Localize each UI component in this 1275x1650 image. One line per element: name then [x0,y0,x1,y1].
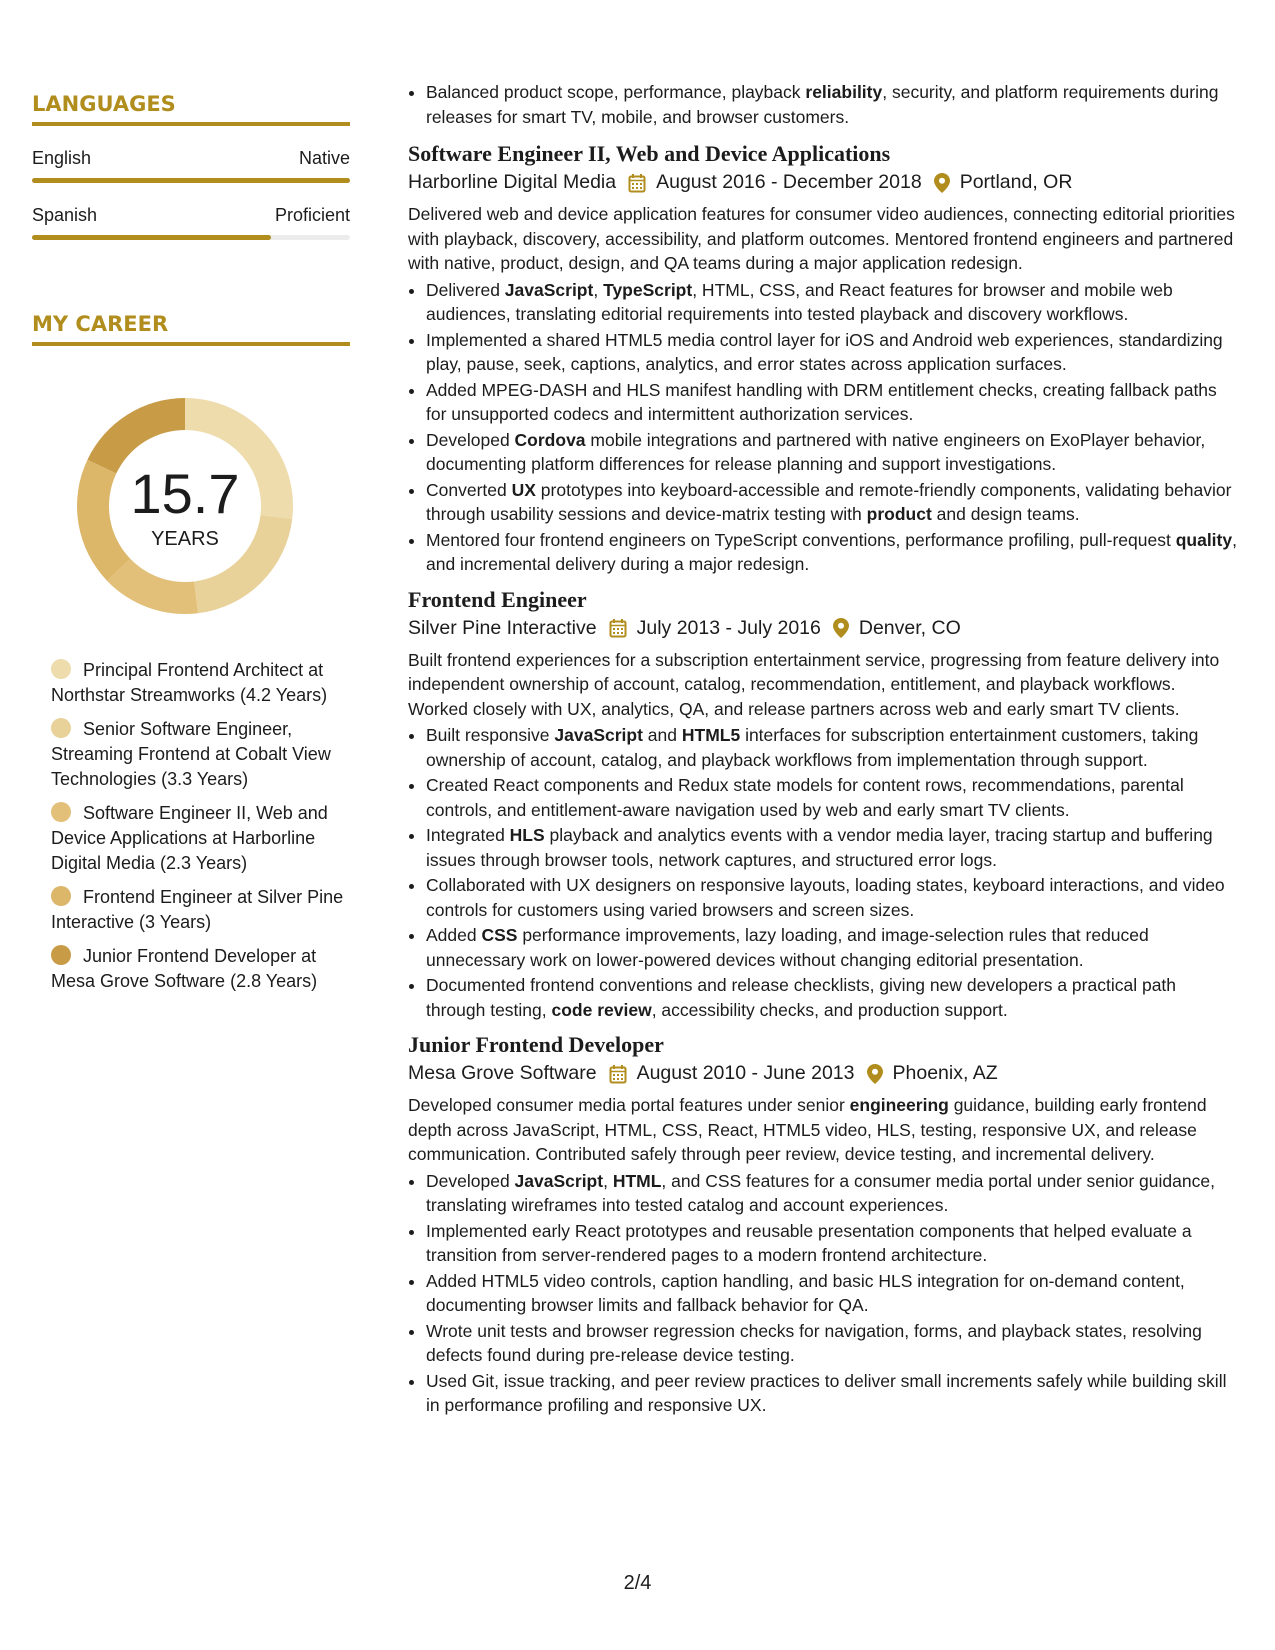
text-run: Added [426,925,482,945]
bullet-item [426,973,1240,1022]
legend-label: Senior Software Engineer, Streaming Frontend at Cobalt View Technologies (3.3 Years) [51,719,331,789]
job-entry [408,587,1240,1023]
job-list [408,141,1240,1418]
job-location: Phoenix, AZ [892,1062,998,1084]
text-run: Mentored four frontend engineers on TypeScript conventions, performance profiling, pull-request [426,529,1176,550]
legend-label: Junior Frontend Developer at Mesa Grove Software (2.8 Years) [51,946,318,991]
job-location: Denver, CO [858,616,961,639]
job-title: Frontend Engineer [408,586,587,612]
text-run: , [593,279,604,300]
bold-keyword: HTML [612,1170,662,1191]
language-name: English [32,148,92,168]
career-legend [51,658,350,994]
text-run: Balanced product scope, performance, playback [426,82,806,102]
job-bullets [408,1169,1240,1418]
job-bullets [408,723,1240,1022]
job-title: Software Engineer II, Web and Device Applications [408,141,891,166]
career-donut-center [69,390,301,622]
bold-keyword: JavaScript [514,1170,604,1191]
continued-bullets [408,80,1240,129]
text-run: Implemented a shared HTML5 media control layer for iOS and Android web experiences, standardizing play, pause, seek, captions, analytics, and error states across application surfaces. [426,329,1223,374]
text-run: performance improvements, lazy loading, and image-selection rules that reduced unnecessary work on lower-powered devices without changing editorial presentation. [426,925,1149,970]
text-run: , and CSS features for a consumer media portal under senior guidance, translating wireframes into tested catalog and account experiences. [426,1170,1215,1215]
text-run: Used Git, issue tracking, and peer review practices to deliver small increments safely while building skill in performance profiling and responsive UX. [426,1370,1227,1415]
language-item [32,205,350,240]
bullet-item [426,1219,1240,1268]
text-run: Developed [426,1170,515,1191]
text-run: guidance, building early frontend depth across JavaScript, HTML, CSS, React, HTML5 video, HLS, testing, responsive UX, and release communication. Contributed safely through peer review, device testing, and incremental delivery. [408,1095,1207,1164]
language-proficiency-fill [32,178,350,183]
language-proficiency-bar [32,178,350,183]
text-run: Converted [426,479,512,500]
legend-swatch [51,802,71,822]
bold-keyword: JavaScript [504,279,594,300]
bullet-item [426,1269,1240,1318]
bullet-item [426,823,1240,872]
text-run: Integrated [426,825,510,845]
map-pin-icon [833,618,849,638]
job-bullets [408,278,1240,577]
text-run: Documented frontend conventions and release checklists, giving new developers a practical path through testing, [426,975,1177,1020]
text-run: Built responsive [426,725,555,745]
calendar-icon [609,618,627,638]
bullet-item [426,328,1240,377]
bold-keyword: product [866,504,932,524]
text-run: and [642,725,682,745]
job-location: Portland, OR [959,171,1073,193]
career-legend-item [51,944,350,994]
bullet-item [426,773,1240,822]
language-row [32,205,350,226]
bold-keyword: Cordova [514,429,586,450]
text-run: Added MPEG-DASH and HLS manifest handling with DRM entitlement checks, creating fallback paths for unsupported codecs and intermittent authorization services. [426,379,1217,424]
text-run: Developed consumer media portal features under senior [408,1095,850,1115]
career-legend-item [51,885,350,935]
bullet-item [426,80,1240,129]
map-pin-icon [934,173,950,193]
bullet-item [426,278,1240,327]
bullet-item [426,923,1240,972]
bullet-item [426,1319,1240,1368]
job-title: Junior Frontend Developer [408,1032,664,1057]
job-company: Silver Pine Interactive [408,616,597,639]
bold-keyword: code review [551,999,652,1020]
legend-swatch [51,659,71,679]
legend-label: Principal Frontend Architect at Northstar Streamworks (4.2 Years) [51,660,328,705]
text-run: prototypes into keyboard-accessible and remote-friendly components, validating behavior through usability sessions and device-matrix testing with [426,479,1232,524]
text-run: Wrote unit tests and browser regression checks for navigation, forms, and playback states, resolving defects found during pre-release device testing. [426,1320,1202,1365]
text-run: Implemented early React prototypes and reusable presentation components that helped evaluate a transition from server-rendered pages to a modern frontend architecture. [426,1220,1192,1265]
bullet-item [426,378,1240,427]
career-heading: MY CAREER [32,312,350,346]
text-run: Delivered [426,279,505,300]
language-proficiency-fill [32,235,271,240]
legend-label: Software Engineer II, Web and Device Applications at Harborline Digital Media (2.3 Years) [51,803,328,873]
job-entry [408,141,1240,577]
bullet-item [426,478,1240,527]
calendar-icon [628,173,646,193]
text-run: and design teams. [931,504,1080,524]
text-run: Added HTML5 video controls, caption handling, and basic HLS integration for on-demand content, documenting browser limits and fallback behavior for QA. [426,1270,1185,1315]
text-run: , [603,1170,613,1191]
job-meta [408,1062,1240,1085]
page-number: 2/4 [623,1572,652,1594]
bold-keyword: HLS [509,825,545,845]
text-run: Built frontend experiences for a subscription entertainment service, progressing from feature delivery into independent ownership of account, catalog, recommendation, entitlement, and playback workflows. Worked closely with UX, analytics, QA, and release partners across web and early smart TV clients. [408,649,1220,719]
career-legend-item [51,717,350,792]
career-total-unit: YEARS [151,527,219,550]
career-total-years: 15.7 [130,461,240,525]
languages-list [32,148,350,240]
language-item [32,148,350,183]
calendar-icon [609,1064,627,1084]
job-company: Harborline Digital Media [408,171,617,193]
bold-keyword: reliability [805,82,883,102]
text-run: Collaborated with UX designers on responsive layouts, loading states, keyboard interactions, and video controls for customers using varied browsers and screen sizes. [426,875,1225,920]
text-run: Delivered web and device application features for consumer video audiences, connecting editorial priorities with playback, discovery, accessibility, and platform outcomes. Mentored frontend engineers and partnered with native, product, design, and QA teams during a major application redesign. [408,204,1235,273]
bold-keyword: TypeScript [603,279,693,300]
text-run: mobile integrations and partnered with native engineers on ExoPlayer behavior, documenting platform differences for release planning and support investigations. [426,429,1206,474]
bold-keyword: UX [511,479,536,500]
bullet-item [426,428,1240,477]
bold-keyword: quality [1175,529,1233,550]
language-name: Spanish [32,205,98,225]
job-description [408,1093,1240,1167]
language-level: Native [298,148,350,168]
job-meta [408,171,1240,194]
text-run: , security, and platform requirements during releases for smart TV, mobile, and browser customers. [426,82,1219,127]
job-dates: August 2016 - December 2018 [656,171,922,193]
text-run: , accessibility checks, and production support. [651,999,1008,1020]
language-row [32,148,350,169]
language-proficiency-bar [32,235,350,240]
legend-swatch [51,718,71,738]
sidebar [32,92,350,1003]
bold-keyword: CSS [481,925,518,945]
text-run: , HTML, CSS, and React features for browser and mobile web audiences, translating editorial requirements into tested playback and discovery workflows. [426,279,1173,324]
legend-label: Frontend Engineer at Silver Pine Interactive (3 Years) [51,887,344,932]
text-run: Developed [426,429,515,450]
bullet-item [426,723,1240,772]
bold-keyword: JavaScript [554,725,643,745]
job-entry [408,1032,1240,1418]
legend-swatch [51,886,71,906]
bold-keyword: HTML5 [681,725,741,745]
text-run: , and incremental delivery during a major redesign. [426,529,1237,574]
job-meta [408,617,1240,640]
job-dates: August 2010 - June 2013 [636,1062,855,1084]
job-company: Mesa Grove Software [408,1062,597,1084]
career-donut-chart [69,390,301,622]
career-legend-item [51,801,350,876]
text-run: Created React components and Redux state models for content rows, recommendations, parental controls, and entitlement-aware navigation used by web and early smart TV clients. [426,775,1184,820]
text-run: playback and analytics events with a vendor media layer, tracing startup and buffering issues through browser tools, network captures, and structured error logs. [426,825,1213,870]
bullet-item [426,1369,1240,1418]
bullet-item [426,1169,1240,1218]
career-legend-item [51,658,350,708]
bullet-item [426,528,1240,577]
job-dates: July 2013 - July 2016 [636,616,821,639]
job-description [408,648,1240,722]
job-description [408,202,1240,276]
text-run: interfaces for subscription entertainment customers, taking ownership of account, catalog, and playback workflows from implementation through support. [426,725,1199,770]
legend-swatch [51,945,71,965]
bold-keyword: engineering [849,1095,949,1115]
main-content [408,80,1240,1428]
bullet-item [426,873,1240,922]
map-pin-icon [867,1064,883,1084]
language-level: Proficient [274,205,350,225]
languages-heading: LANGUAGES [32,92,350,126]
